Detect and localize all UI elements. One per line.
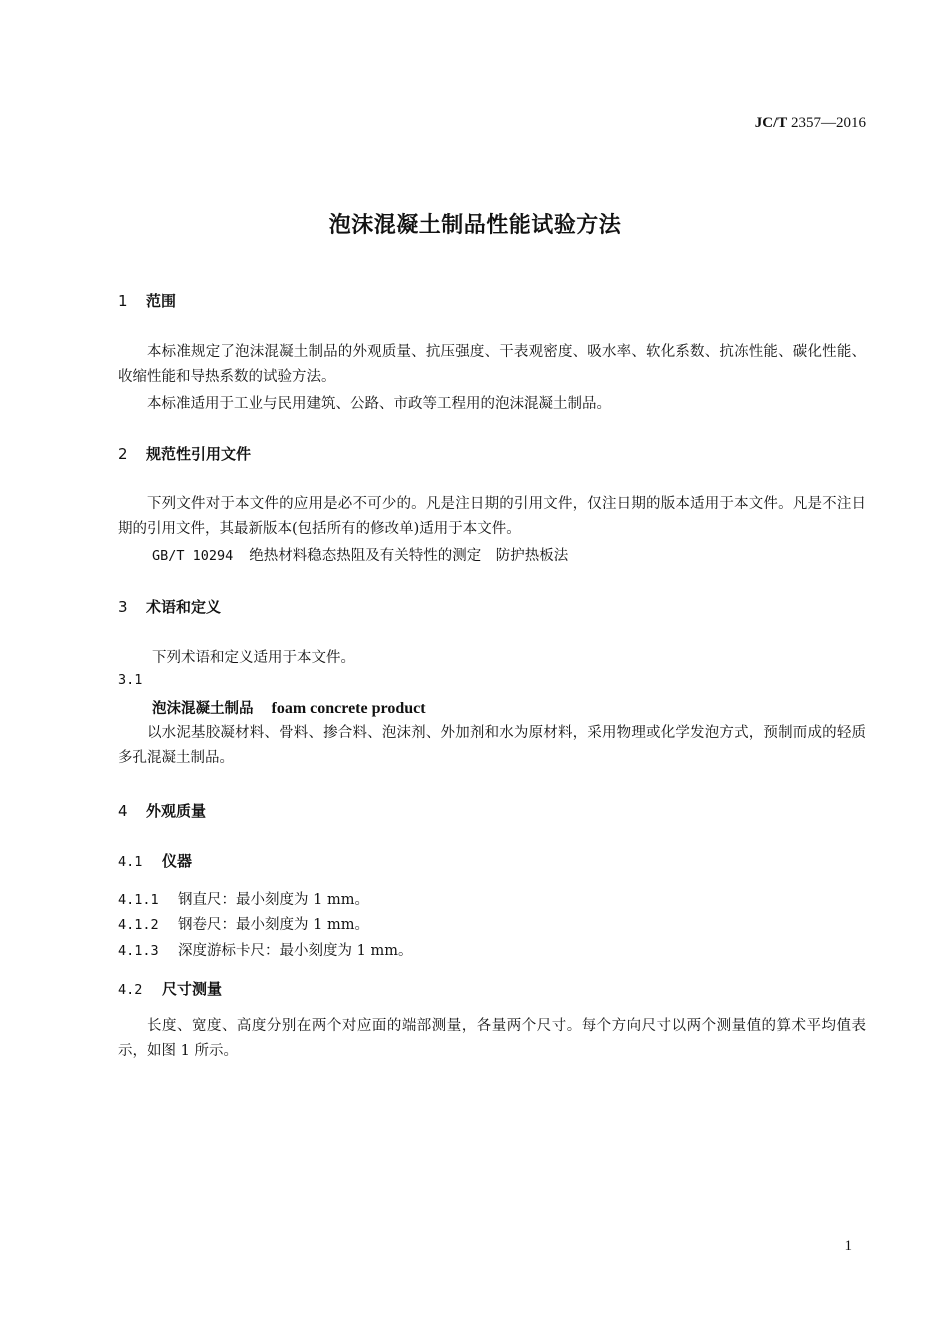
section-number: 1 [118,292,128,310]
section-4-2-paragraph-1: 长度、宽度、高度分别在两个对应面的端部测量，各量两个尺寸。每个方向尺寸以两个测量值的算术平均值表示，如图 1 所示。 [118,1018,866,1059]
section-1-paragraph-2: 本标准适用于工业与民用建筑、公路、市政等工程用的泡沫混凝土制品。 [147,396,611,412]
section-1-paragraph-1: 本标准规定了泡沫混凝土制品的外观质量、抗压强度、干表观密度、吸水率、软化系数、抗冻性能、碳化性能、收缩性能和导热系数的试验方法。 [118,344,866,385]
section-1-heading [118,290,176,311]
list-item [118,913,369,934]
section-4-heading [118,800,206,821]
term-english: foam concrete product [271,700,426,717]
reference-title: 绝热材料稳态热阻及有关特性的测定 防护热板法 [249,548,569,564]
section-title: 外观质量 [146,802,207,820]
item-number: 4.1.2 [118,917,159,933]
term-definition: 以水泥基胶凝材料、骨料、掺合料、泡沫剂、外加剂和水为原材料，采用物理或化学发泡方式，预制而成的轻质多孔混凝土制品。 [118,725,866,766]
section-4-2-heading [118,978,222,999]
section-2-paragraph-1: 下列文件对于本文件的应用是必不可少的。凡是注日期的引用文件，仅注日期的版本适用于本文件。凡是不注日期的引用文件，其最新版本(包括所有的修改单)适用于本文件。 [118,496,866,537]
item-number: 4.1.1 [118,892,159,908]
item-text: 钢直尺：最小刻度为 1 mm。 [178,892,369,908]
item-text: 钢卷尺：最小刻度为 1 mm。 [178,917,369,933]
item-number: 4.1.3 [118,943,159,959]
standard-code [755,115,866,132]
section-number: 4 [118,802,128,820]
standard-code-number: 2357—2016 [787,115,866,131]
section-3-paragraph-1: 下列术语和定义适用于本文件。 [152,650,355,666]
document-title: 泡沫混凝土制品性能试验方法 [328,213,622,238]
subsection-number: 4.2 [118,982,143,998]
list-item [118,888,369,909]
list-item [118,939,412,960]
term-number: 3.1 [118,672,143,688]
section-number: 3 [118,598,128,616]
subsection-number: 4.1 [118,854,143,870]
section-title: 术语和定义 [146,598,222,616]
section-3-heading [118,596,221,617]
subsection-title: 尺寸测量 [162,980,223,998]
subsection-title: 仪器 [162,852,193,870]
section-title: 规范性引用文件 [146,445,252,463]
section-4-1-heading [118,850,192,871]
item-text: 深度游标卡尺：最小刻度为 1 mm。 [178,943,413,959]
reference-code: GB/T 10294 [152,548,234,564]
page-number: 1 [844,1238,852,1254]
term-heading [152,697,426,718]
term-chinese: 泡沫混凝土制品 [152,701,254,717]
section-2-heading [118,443,251,464]
section-number: 2 [118,445,128,463]
section-title: 范围 [146,292,177,310]
normative-reference [152,544,568,565]
standard-code-prefix: JC/T [754,115,788,131]
